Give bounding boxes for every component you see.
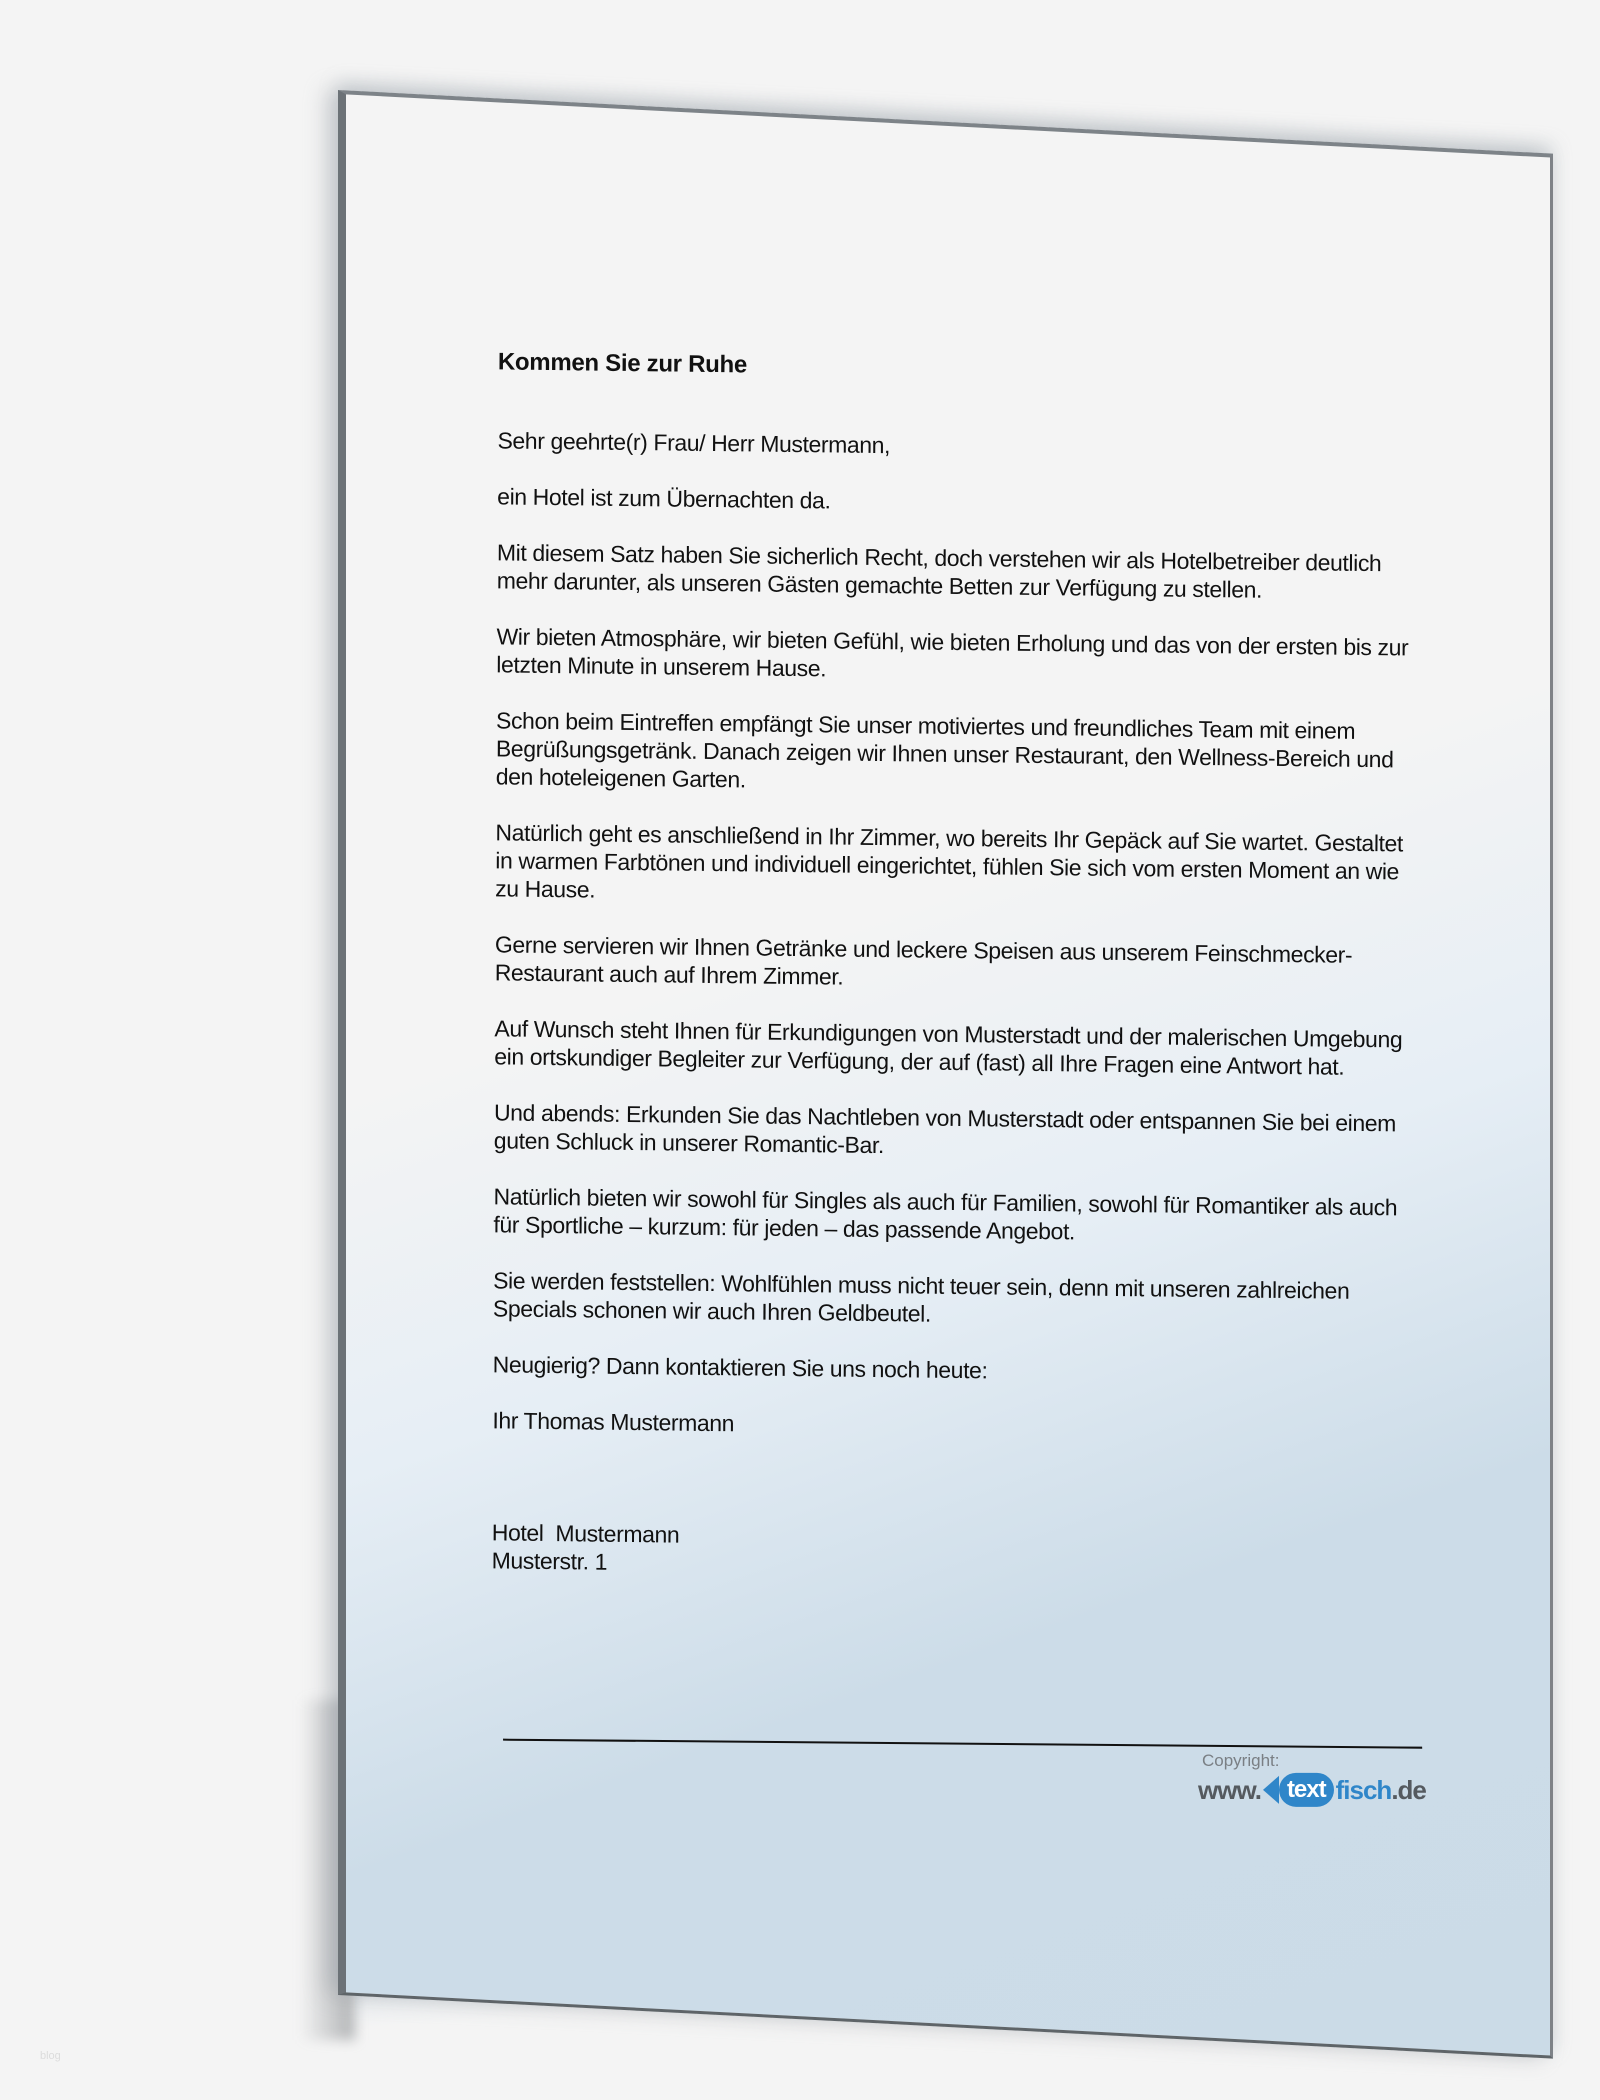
logo-prefix: www. bbox=[1198, 1774, 1261, 1805]
logo-wordmark bbox=[1198, 1773, 1426, 1807]
paragraph: Mit diesem Satz haben Sie sicherlich Recht, doch verstehen wir als Hotelbetreiber deutlich mehr darunter, als unseren Gästen gemachte Betten zur Verfügung zu stellen. bbox=[496, 539, 1382, 603]
fish-tail-shape bbox=[1263, 1776, 1279, 1804]
letter-title: Kommen Sie zur Ruhe bbox=[497, 348, 748, 379]
document-page bbox=[338, 90, 1553, 2059]
address-line-2: Musterstr. 1 bbox=[491, 1547, 608, 1575]
closing: Ihr Thomas Mustermann bbox=[492, 1407, 735, 1437]
paragraph: Gerne servieren wir Ihnen Getränke und leckere Speisen aus unserem Feinschmecker-Restaurant auch auf Ihrem Zimmer. bbox=[494, 931, 1353, 990]
logo-fisch: fisch bbox=[1335, 1774, 1392, 1805]
fish-icon bbox=[1263, 1773, 1334, 1807]
paragraph: Wir bieten Atmosphäre, wir bieten Gefühl, wie bieten Erholung und das von der ersten bis zur letzten Minute in unserem Hause. bbox=[496, 623, 1409, 682]
paragraph: Natürlich bieten wir sowohl für Singles als auch für Familien, sowohl für Romantiker als auch für Sportliche – kurzum: für jeden – das passende Angebot. bbox=[493, 1183, 1398, 1245]
fish-body-label: text bbox=[1279, 1773, 1334, 1807]
paragraph: Schon beim Eintreffen empfängt Sie unser motiviertes und freundliches Team mit einem Begrüßungsgetränk. Danach zeigen wir Ihnen unser Restaurant, den Wellness-Bereich und den hoteleigenen Garten. bbox=[495, 707, 1394, 793]
salutation: Sehr geehrte(r) Frau/ Herr Mustermann, bbox=[497, 427, 891, 459]
paragraph: Auf Wunsch steht Ihnen für Erkundigungen von Musterstadt und der malerischen Umgebung ein ortskundiger Begleiter zur Verfügung, der auf (fast) all Ihre Fragen eine Antwort hat. bbox=[494, 1015, 1403, 1080]
copyright-label: Copyright: bbox=[1202, 1750, 1280, 1770]
logo-tld: .de bbox=[1391, 1774, 1426, 1805]
address-line-1: Hotel Mustermann bbox=[491, 1519, 680, 1548]
letter-body bbox=[492, 348, 1418, 1585]
paragraph: Natürlich geht es anschließend in Ihr Zimmer, wo bereits Ihr Gepäck auf Sie wartet. Gestaltet in warmen Farbtönen und individuell eingerichtet, fühlen Sie sich vom ersten Moment an wie zu Hause. bbox=[495, 819, 1404, 903]
paragraph: ein Hotel ist zum Übernachten da. bbox=[497, 483, 831, 514]
paragraph: Sie werden feststellen: Wohlfühlen muss nicht teuer sein, denn mit unseren zahlreichen Specials schonen wir auch Ihren Geldbeutel. bbox=[492, 1267, 1350, 1327]
watermark: blog bbox=[40, 2050, 61, 2062]
paragraph: Neugierig? Dann kontaktieren Sie uns noch heute: bbox=[492, 1351, 988, 1384]
textfisch-logo bbox=[1198, 1750, 1426, 1831]
paragraph: Und abends: Erkunden Sie das Nachtleben von Musterstadt oder entspannen Sie bei einem guten Schluck in unserer Romantic-Bar. bbox=[493, 1099, 1396, 1159]
